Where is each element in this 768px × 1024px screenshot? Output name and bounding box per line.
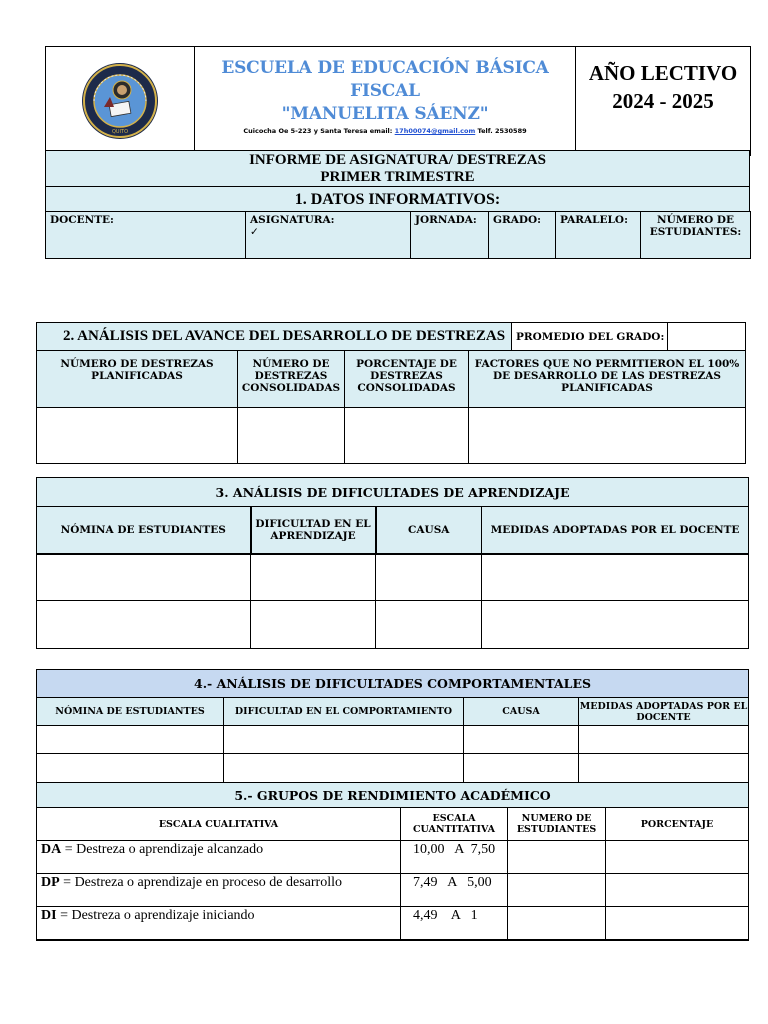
s4-col-causa: CAUSA <box>464 698 579 726</box>
section4-title: 4.- ANÁLISIS DE DIFICULTADES COMPORTAMENTALES <box>37 670 749 698</box>
s5-di-desc: = Destreza o aprendizaje iniciando <box>56 908 255 923</box>
section1-title: 1. DATOS INFORMATIVOS: <box>46 187 750 212</box>
grado-label: GRADO: <box>493 214 541 226</box>
s5-col-numero: NUMERO DE ESTUDIANTES <box>508 808 606 841</box>
s5-da-range: 10,00 A 7,50 <box>401 841 508 874</box>
s3-row2-dificultad[interactable] <box>251 601 376 649</box>
section3-title: 3. ANÁLISIS DE DIFICULTADES DE APRENDIZAJE <box>37 478 749 507</box>
school-address <box>195 127 575 135</box>
num-estudiantes-field[interactable] <box>641 212 751 259</box>
s5-da-porcentaje[interactable] <box>606 841 749 874</box>
s4-row2-causa[interactable] <box>464 754 579 783</box>
num-estudiantes-label-2: ESTUDIANTES: <box>649 226 742 238</box>
docente-field[interactable] <box>46 212 246 259</box>
s4-col-nomina: NÓMINA DE ESTUDIANTES <box>37 698 224 726</box>
phone-text: Telf. 2530589 <box>475 127 527 135</box>
s3-col-medidas: MEDIDAS ADOPTADAS POR EL DOCENTE <box>482 507 749 554</box>
s5-di-range: 4,49 A 1 <box>401 907 508 940</box>
school-name-cell <box>195 47 576 156</box>
s5-dp-porcentaje[interactable] <box>606 874 749 907</box>
report-title-cell <box>46 151 750 187</box>
s5-dp-numero[interactable] <box>508 874 606 907</box>
report-title-table <box>45 150 750 212</box>
s5-row-di <box>37 907 401 940</box>
section5-title: 5.- GRUPOS DE RENDIMIENTO ACADÉMICO <box>37 783 749 808</box>
s3-row1-causa[interactable] <box>376 554 482 601</box>
s5-row-dp <box>37 874 401 907</box>
promedio-value-cell[interactable] <box>668 323 746 351</box>
year-label: AÑO LECTIVO <box>588 61 738 85</box>
header-table <box>45 46 751 156</box>
s2-col-planificadas: NÚMERO DE DESTREZAS PLANIFICADAS <box>37 351 238 408</box>
section2-title-table <box>36 322 746 351</box>
section5-table <box>36 807 749 941</box>
section2-table <box>36 350 746 464</box>
jornada-label: JORNADA: <box>415 214 477 226</box>
s2-cell-planificadas[interactable] <box>37 408 238 464</box>
s5-da-desc: = Destreza o aprendizaje alcanzado <box>61 842 264 857</box>
s4-row1-causa[interactable] <box>464 726 579 754</box>
year-cell <box>576 47 751 156</box>
s3-row2-causa[interactable] <box>376 601 482 649</box>
email-link[interactable]: 17h00074@gmail.com <box>394 127 476 135</box>
s5-col-cualitativa: ESCALA CUALITATIVA <box>37 808 401 841</box>
s3-col-nomina: NÓMINA DE ESTUDIANTES <box>37 507 251 554</box>
s5-di-porcentaje[interactable] <box>606 907 749 940</box>
year-value: 2024 - 2025 <box>612 89 714 113</box>
s5-da-numero[interactable] <box>508 841 606 874</box>
s4-row2-medidas[interactable] <box>579 754 749 783</box>
s2-col-consolidadas: NÚMERO DE DESTREZAS CONSOLIDADAS <box>238 351 345 408</box>
check-mark-icon: ✓ <box>250 226 259 238</box>
s5-dp-desc: = Destreza o aprendizaje en proceso de desarrollo <box>59 875 342 890</box>
jornada-field[interactable] <box>411 212 489 259</box>
address-text: Cuicocha Oe 5-223 y Santa Teresa email: <box>243 127 395 135</box>
num-estudiantes-label-1: NÚMERO DE <box>656 214 735 226</box>
school-name-line1: ESCUELA DE EDUCACIÓN BÁSICA FISCAL <box>221 58 549 101</box>
datos-informativos-table <box>45 211 751 259</box>
school-name-line2: "MANUELITA SÁENZ" <box>281 104 489 124</box>
s3-row2-medidas[interactable] <box>482 601 749 649</box>
paralelo-label: PARALELO: <box>560 214 628 226</box>
grado-field[interactable] <box>489 212 556 259</box>
s2-cell-consolidadas[interactable] <box>238 408 345 464</box>
section3-table <box>36 477 749 649</box>
s3-row2-nomina[interactable] <box>37 601 251 649</box>
s5-di-code: DI <box>41 908 57 923</box>
s5-di-numero[interactable] <box>508 907 606 940</box>
s2-cell-porcentaje[interactable] <box>345 408 469 464</box>
s3-row1-nomina[interactable] <box>37 554 251 601</box>
s3-row1-dificultad[interactable] <box>251 554 376 601</box>
s4-row2-dificultad[interactable] <box>224 754 464 783</box>
s3-col-dificultad: DIFICULTAD EN EL APRENDIZAJE <box>251 507 376 554</box>
s5-row-da <box>37 841 401 874</box>
school-seal-logo <box>80 61 160 141</box>
s4-col-medidas: MEDIDAS ADOPTADAS POR EL DOCENTE <box>579 698 749 726</box>
s5-col-cuantitativa: ESCALA CUANTITATIVA <box>401 808 508 841</box>
promedio-label: PROMEDIO DEL GRADO: <box>512 323 668 351</box>
s4-row1-dificultad[interactable] <box>224 726 464 754</box>
report-title: INFORME DE ASIGNATURA/ DESTREZAS <box>249 151 546 168</box>
s5-dp-range: 7,49 A 5,00 <box>401 874 508 907</box>
asignatura-label: ASIGNATURA: <box>250 214 335 226</box>
s5-da-code: DA <box>41 842 62 857</box>
s2-col-factores: FACTORES QUE NO PERMITIERON EL 100% DE DESARROLLO DE LAS DESTREZAS PLANIFICADAS <box>469 351 746 408</box>
s3-col-causa: CAUSA <box>376 507 482 554</box>
s2-col-porcentaje: PORCENTAJE DE DESTREZAS CONSOLIDADAS <box>345 351 469 408</box>
asignatura-field[interactable] <box>246 212 411 259</box>
s4-col-dificultad: DIFICULTAD EN EL COMPORTAMIENTO <box>224 698 464 726</box>
docente-label: DOCENTE: <box>50 214 114 226</box>
svg-text:QUITO: QUITO <box>111 129 129 135</box>
report-term: PRIMER TRIMESTRE <box>320 168 475 185</box>
section4-table <box>36 669 749 808</box>
s2-cell-factores[interactable] <box>469 408 746 464</box>
s3-row1-medidas[interactable] <box>482 554 749 601</box>
paralelo-field[interactable] <box>556 212 641 259</box>
s5-dp-code: DP <box>41 875 60 890</box>
logo-cell <box>46 47 195 156</box>
s5-col-porcentaje: PORCENTAJE <box>606 808 749 841</box>
section2-title: 2. ANÁLISIS DEL AVANCE DEL DESARROLLO DE DESTREZAS <box>37 323 512 351</box>
s4-row1-medidas[interactable] <box>579 726 749 754</box>
s4-row1-nomina[interactable] <box>37 726 224 754</box>
s4-row2-nomina[interactable] <box>37 754 224 783</box>
